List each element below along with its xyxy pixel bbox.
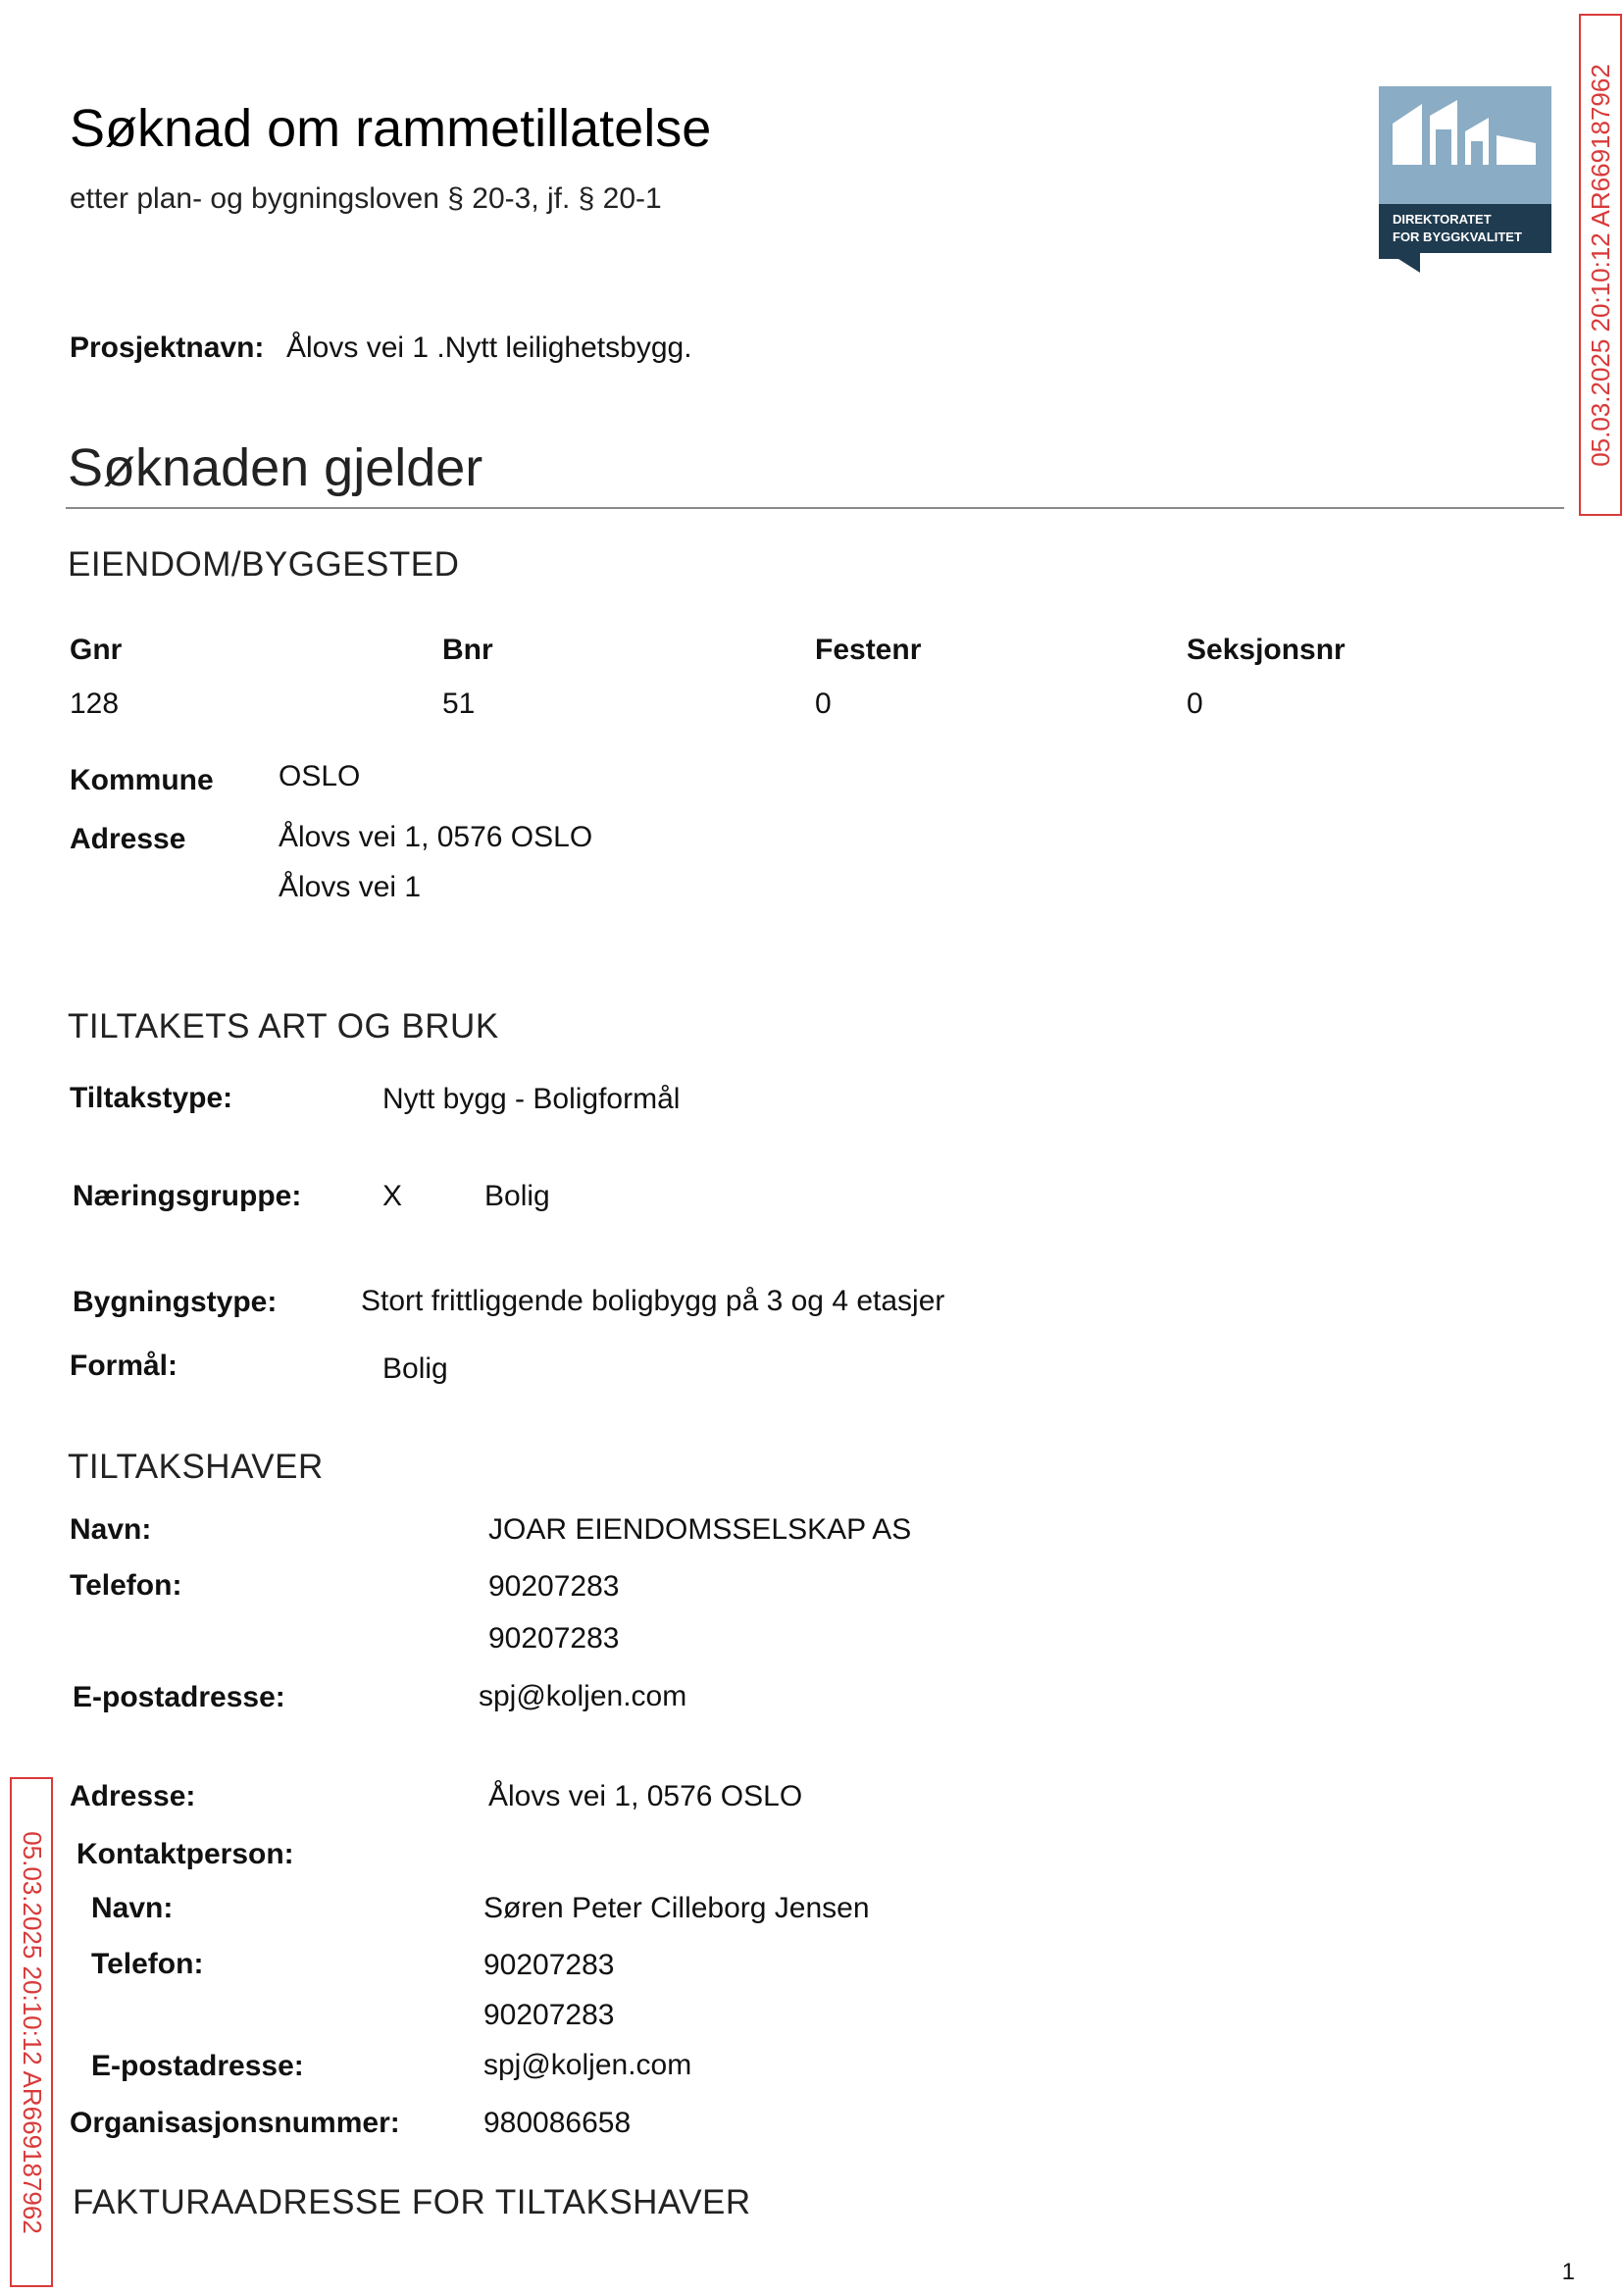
- faktura-heading: FAKTURAADRESSE FOR TILTAKSHAVER: [73, 2183, 751, 2221]
- orgnr-label: Organisasjonsnummer:: [70, 2107, 400, 2139]
- project-value: Ålovs vei 1 .Nytt leilighetsbygg.: [286, 331, 692, 364]
- bygningstype-value: Stort frittliggende boligbygg på 3 og 4 etasjer: [361, 1285, 945, 1317]
- adresse-label: Adresse: [70, 823, 186, 855]
- tiltakshaver-navn-value: JOAR EIENDOMSSELSKAP AS: [488, 1513, 912, 1546]
- kontakt-navn-value: Søren Peter Cilleborg Jensen: [483, 1892, 870, 1924]
- seksjonsnr-label: Seksjonsnr: [1187, 634, 1345, 666]
- bnr-value: 51: [442, 688, 476, 720]
- tiltakshaver-epost-label: E-postadresse:: [73, 1681, 285, 1713]
- bygningstype-label: Bygningstype:: [73, 1286, 278, 1318]
- tiltakshaver-telefon-value-2: 90207283: [488, 1622, 620, 1655]
- eiendom-heading: EIENDOM/BYGGESTED: [68, 545, 460, 584]
- kontaktperson-label: Kontaktperson:: [76, 1838, 294, 1870]
- naeringsgruppe-value: Bolig: [484, 1180, 550, 1212]
- bnr-label: Bnr: [442, 634, 493, 666]
- kontakt-epost-label: E-postadresse:: [91, 2050, 304, 2082]
- naeringsgruppe-label: Næringsgruppe:: [73, 1180, 302, 1212]
- tiltakshaver-telefon-value-1: 90207283: [488, 1570, 620, 1603]
- stamp-text: 05.03.2025 20:10:12 AR669187962: [1585, 63, 1615, 467]
- dibk-logo: [1379, 86, 1551, 273]
- timestamp-stamp-left: [10, 1777, 53, 2287]
- formal-label: Formål:: [70, 1350, 178, 1382]
- tiltakshaver-navn-label: Navn:: [70, 1513, 152, 1546]
- festenr-label: Festenr: [815, 634, 922, 666]
- page-subtitle: etter plan- og bygningsloven § 20-3, jf. § 20-1: [70, 182, 662, 215]
- tiltakshaver-epost-value: spj@koljen.com: [479, 1680, 687, 1712]
- page-title: Søknad om rammetillatelse: [70, 99, 712, 158]
- tiltakstype-label: Tiltakstype:: [70, 1082, 233, 1114]
- tiltak-heading: TILTAKETS ART OG BRUK: [68, 1007, 499, 1045]
- kommune-label: Kommune: [70, 764, 214, 796]
- tiltakstype-value: Nytt bygg - Boligformål: [382, 1083, 681, 1115]
- formal-value: Bolig: [382, 1352, 448, 1385]
- kontakt-epost-value: spj@koljen.com: [483, 2049, 692, 2081]
- kontakt-telefon-value-2: 90207283: [483, 1999, 615, 2031]
- kontakt-navn-label: Navn:: [91, 1892, 174, 1924]
- adresse-value-2: Ålovs vei 1: [279, 871, 422, 903]
- festenr-value: 0: [815, 688, 832, 720]
- section-divider: [66, 507, 1564, 509]
- tiltakshaver-telefon-label: Telefon:: [70, 1569, 182, 1602]
- tiltakshaver-adresse-label: Adresse:: [70, 1780, 196, 1812]
- timestamp-stamp-top: [1579, 14, 1622, 516]
- kontakt-telefon-value-1: 90207283: [483, 1949, 615, 1981]
- page-number: 1: [1561, 2259, 1575, 2285]
- orgnr-value: 980086658: [483, 2107, 632, 2139]
- logo-text-line1: DIREKTORATET: [1393, 212, 1492, 227]
- logo-text-line2: FOR BYGGKVALITET: [1393, 229, 1522, 244]
- kontakt-telefon-label: Telefon:: [91, 1948, 204, 1980]
- gnr-value: 128: [70, 688, 120, 720]
- naeringsgruppe-code: X: [382, 1180, 403, 1212]
- project-label: Prosjektnavn:: [70, 331, 265, 364]
- stamp-text: 05.03.2025 20:10:12 AR669187962: [17, 1830, 47, 2234]
- tiltakshaver-adresse-value: Ålovs vei 1, 0576 OSLO: [488, 1780, 803, 1812]
- gnr-label: Gnr: [70, 634, 123, 666]
- section-heading-soknaden: Søknaden gjelder: [68, 438, 483, 497]
- kommune-value: OSLO: [279, 760, 361, 792]
- seksjonsnr-value: 0: [1187, 688, 1203, 720]
- adresse-value-1: Ålovs vei 1, 0576 OSLO: [279, 821, 593, 853]
- tiltakshaver-heading: TILTAKSHAVER: [68, 1448, 324, 1486]
